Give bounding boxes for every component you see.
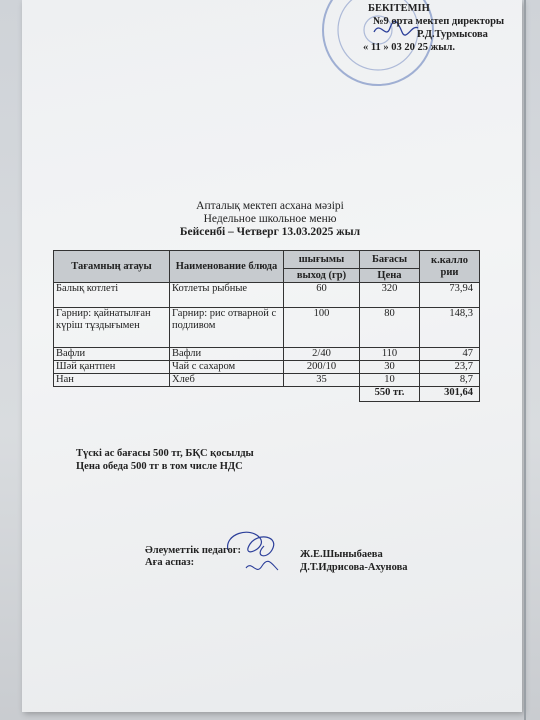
- row-name-kz: Шәй қантпен: [54, 361, 170, 374]
- row-name-kz: Балық котлеті: [54, 283, 170, 308]
- row-kcal: 148,3: [420, 308, 480, 348]
- price-note-ru: Цена обеда 500 тг в том числе НДС: [76, 461, 243, 472]
- table-row: [54, 361, 480, 374]
- table-row: [54, 374, 480, 387]
- menu-table: [53, 250, 480, 402]
- row-name-ru: Гарнир: рис отварной с подливом: [170, 308, 284, 348]
- row-name-ru: Вафли: [170, 348, 284, 361]
- total-kcal: 301,64: [420, 387, 480, 402]
- row-kcal: 8,7: [420, 374, 480, 387]
- total-price: 550 тг.: [360, 387, 420, 402]
- row-price: 10: [360, 374, 420, 387]
- row-name-ru: Котлеты рыбные: [170, 283, 284, 308]
- header-price-kz: Бағасы: [360, 251, 420, 269]
- header-output-ru: выход (гр): [284, 269, 360, 283]
- row-name-ru: Чай с сахаром: [170, 361, 284, 374]
- title-ru: Недельное школьное меню: [203, 213, 337, 225]
- row-output: 100: [284, 308, 360, 348]
- signature-name-2: Д.Т.Идрисова-Ахунова: [300, 562, 408, 573]
- approval-director-line: №9 орта мектеп директоры: [373, 16, 505, 27]
- row-name-kz: Нан: [54, 374, 170, 387]
- approval-director-name: Р.Д.Турмысова: [417, 29, 488, 40]
- row-output: 200/10: [284, 361, 360, 374]
- price-note-kz: Түскі ас бағасы 500 тг, БҚС қосылды: [76, 448, 254, 459]
- row-name-ru: Хлеб: [170, 374, 284, 387]
- header-name-kz: Тағамның атауы: [54, 251, 170, 283]
- row-name-kz: Вафли: [54, 348, 170, 361]
- approval-date: « 11 » 03 20 25 жыл.: [363, 42, 455, 53]
- signature-role-head-cook: Аға аспаз:: [145, 557, 195, 568]
- row-price: 30: [360, 361, 420, 374]
- row-output: 60: [284, 283, 360, 308]
- row-kcal: 23,7: [420, 361, 480, 374]
- row-output: 35: [284, 374, 360, 387]
- signature-name-1: Ж.Е.Шыныбаева: [300, 549, 383, 560]
- table-row: [54, 308, 480, 348]
- signature-role-social-pedagogue: Әлеуметтік педагог:: [145, 545, 242, 556]
- row-kcal: 47: [420, 348, 480, 361]
- table-row: [54, 283, 480, 308]
- row-name-kz: Гарнир: қайнатылған күріш тұздығымен: [54, 308, 170, 348]
- row-price: 110: [360, 348, 420, 361]
- title-kz: Апталық мектеп асхана мәзірі: [196, 200, 344, 212]
- header-output-kz: шығымы: [284, 251, 360, 269]
- header-name-ru: Наименование блюда: [170, 251, 284, 283]
- row-price: 80: [360, 308, 420, 348]
- menu-date: Бейсенбі – Четверг 13.03.2025 жыл: [179, 226, 361, 238]
- page-edge: [524, 0, 526, 720]
- header-kcal: к.калло рии: [420, 251, 480, 283]
- header-price-ru: Цена: [360, 269, 420, 283]
- table-total-row: [54, 387, 480, 402]
- table-header-row: [54, 251, 480, 269]
- approval-heading: БЕКІТЕМІН: [368, 3, 430, 14]
- row-kcal: 73,94: [420, 283, 480, 308]
- table-row: [54, 348, 480, 361]
- row-price: 320: [360, 283, 420, 308]
- row-output: 2/40: [284, 348, 360, 361]
- approval-block: [343, 2, 504, 54]
